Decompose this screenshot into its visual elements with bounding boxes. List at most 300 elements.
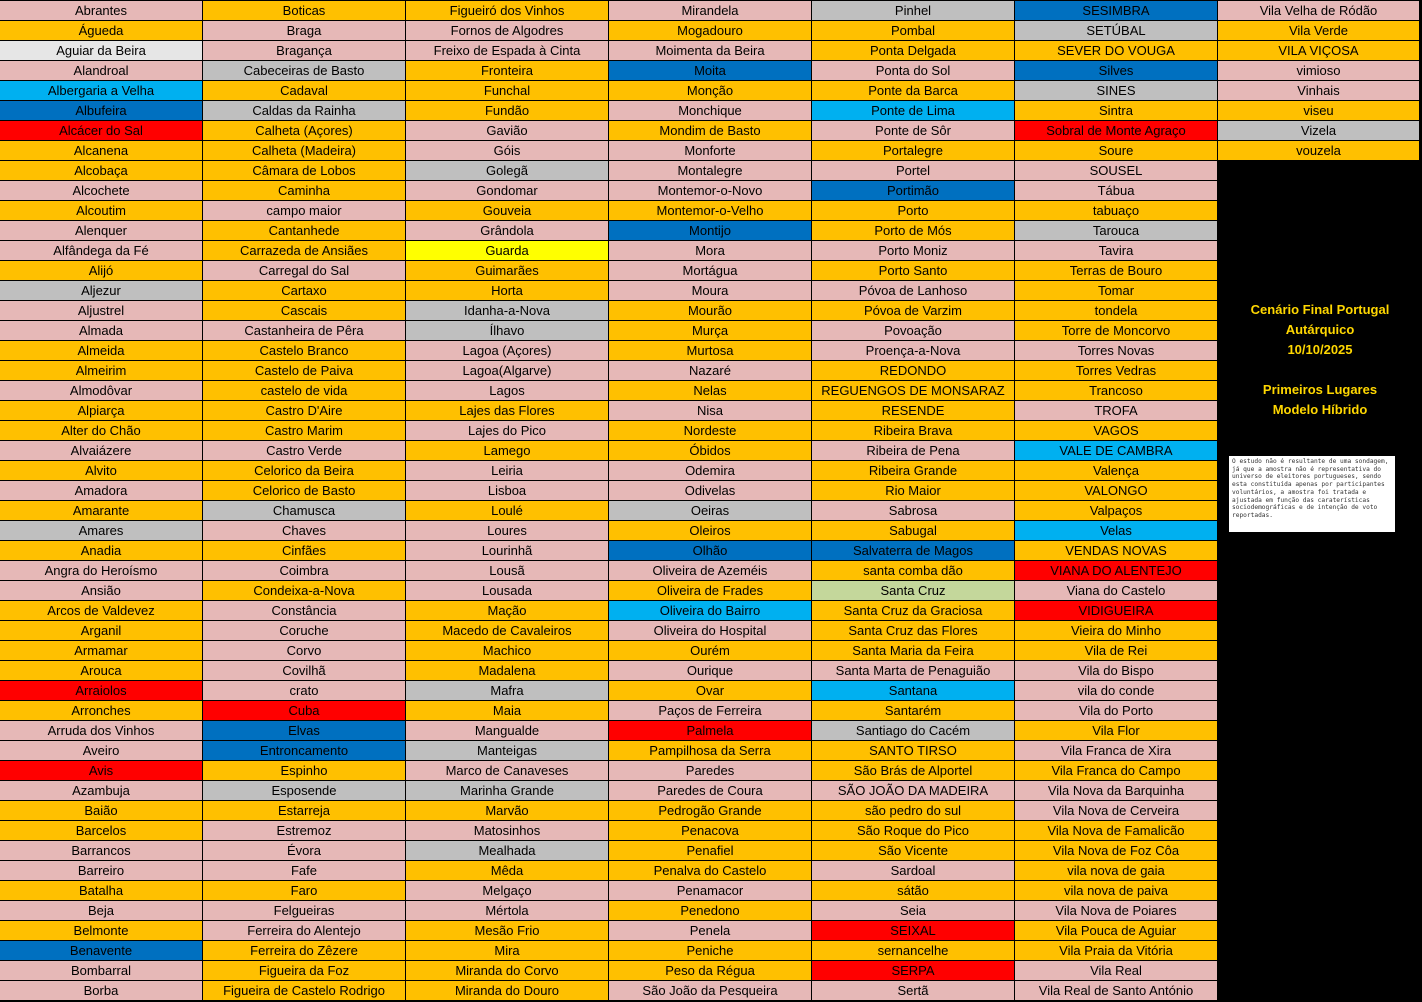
municipality-cell[interactable]: Pedrogão Grande xyxy=(609,801,812,821)
municipality-cell[interactable]: Aljezur xyxy=(0,281,203,301)
municipality-cell[interactable]: Calheta (Madeira) xyxy=(203,141,406,161)
municipality-cell[interactable]: SERPA xyxy=(812,961,1015,981)
municipality-cell[interactable]: Guarda xyxy=(406,241,609,261)
municipality-cell[interactable]: Chaves xyxy=(203,521,406,541)
municipality-cell[interactable]: Celorico da Beira xyxy=(203,461,406,481)
municipality-cell[interactable]: SEIXAL xyxy=(812,921,1015,941)
municipality-cell[interactable]: Santa Cruz xyxy=(812,581,1015,601)
municipality-cell[interactable]: Cartaxo xyxy=(203,281,406,301)
municipality-cell[interactable]: Ponte de Sôr xyxy=(812,121,1015,141)
municipality-cell[interactable]: Torre de Moncorvo xyxy=(1015,321,1218,341)
municipality-cell[interactable]: Vila Franca de Xira xyxy=(1015,741,1218,761)
municipality-cell[interactable]: Ponte da Barca xyxy=(812,81,1015,101)
municipality-cell[interactable]: Guimarães xyxy=(406,261,609,281)
municipality-cell[interactable]: Nisa xyxy=(609,401,812,421)
municipality-cell[interactable]: Vila Pouca de Aguiar xyxy=(1015,921,1218,941)
municipality-cell[interactable]: Santiago do Cacém xyxy=(812,721,1015,741)
municipality-cell[interactable]: Covilhã xyxy=(203,661,406,681)
municipality-cell[interactable]: Moimenta da Beira xyxy=(609,41,812,61)
municipality-cell[interactable]: Santa Marta de Penaguião xyxy=(812,661,1015,681)
municipality-cell[interactable]: Vila Verde xyxy=(1218,21,1420,41)
municipality-cell[interactable]: Angra do Heroísmo xyxy=(0,561,203,581)
municipality-cell[interactable]: Loures xyxy=(406,521,609,541)
municipality-cell[interactable]: Peniche xyxy=(609,941,812,961)
municipality-cell[interactable]: Lousada xyxy=(406,581,609,601)
municipality-cell[interactable]: Penalva do Castelo xyxy=(609,861,812,881)
municipality-cell[interactable]: Montemor-o-Velho xyxy=(609,201,812,221)
municipality-cell[interactable]: Montemor-o-Novo xyxy=(609,181,812,201)
municipality-cell[interactable]: SÃO JOÃO DA MADEIRA xyxy=(812,781,1015,801)
municipality-cell[interactable]: Horta xyxy=(406,281,609,301)
municipality-cell[interactable]: sernancelhe xyxy=(812,941,1015,961)
municipality-cell[interactable]: Vila Nova de Cerveira xyxy=(1015,801,1218,821)
municipality-cell[interactable]: Espinho xyxy=(203,761,406,781)
municipality-cell[interactable]: Oliveira de Frades xyxy=(609,581,812,601)
municipality-cell[interactable]: Leiria xyxy=(406,461,609,481)
municipality-cell[interactable]: Belmonte xyxy=(0,921,203,941)
municipality-cell[interactable]: Vizela xyxy=(1218,121,1420,141)
municipality-cell[interactable]: Alcochete xyxy=(0,181,203,201)
municipality-cell[interactable]: Moita xyxy=(609,61,812,81)
municipality-cell[interactable]: Castro D'Aire xyxy=(203,401,406,421)
municipality-cell[interactable]: Azambuja xyxy=(0,781,203,801)
municipality-cell[interactable]: Freixo de Espada à Cinta xyxy=(406,41,609,61)
municipality-cell[interactable]: Elvas xyxy=(203,721,406,741)
municipality-cell[interactable]: Coimbra xyxy=(203,561,406,581)
municipality-cell[interactable]: Povoação xyxy=(812,321,1015,341)
municipality-cell[interactable]: Nazaré xyxy=(609,361,812,381)
municipality-cell[interactable]: São Vicente xyxy=(812,841,1015,861)
municipality-cell[interactable]: Santa Cruz da Graciosa xyxy=(812,601,1015,621)
municipality-cell[interactable]: Almeirim xyxy=(0,361,203,381)
municipality-cell[interactable]: Lamego xyxy=(406,441,609,461)
municipality-cell[interactable]: Faro xyxy=(203,881,406,901)
municipality-cell[interactable]: Constância xyxy=(203,601,406,621)
municipality-cell[interactable]: Lagos xyxy=(406,381,609,401)
municipality-cell[interactable]: TROFA xyxy=(1015,401,1218,421)
municipality-cell[interactable]: Penela xyxy=(609,921,812,941)
municipality-cell[interactable]: Lagoa (Açores) xyxy=(406,341,609,361)
municipality-cell[interactable]: Grândola xyxy=(406,221,609,241)
municipality-cell[interactable]: Soure xyxy=(1015,141,1218,161)
municipality-cell[interactable]: Bombarral xyxy=(0,961,203,981)
municipality-cell[interactable]: Baião xyxy=(0,801,203,821)
municipality-cell[interactable]: VAGOS xyxy=(1015,421,1218,441)
municipality-cell[interactable]: Cascais xyxy=(203,301,406,321)
municipality-cell[interactable]: Portel xyxy=(812,161,1015,181)
municipality-cell[interactable]: VALE DE CAMBRA xyxy=(1015,441,1218,461)
municipality-cell[interactable]: Sabugal xyxy=(812,521,1015,541)
municipality-cell[interactable]: SETÚBAL xyxy=(1015,21,1218,41)
municipality-cell[interactable]: Mafra xyxy=(406,681,609,701)
municipality-cell[interactable]: Lousã xyxy=(406,561,609,581)
municipality-cell[interactable]: Cinfães xyxy=(203,541,406,561)
municipality-cell[interactable]: Castro Verde xyxy=(203,441,406,461)
municipality-cell[interactable]: São Roque do Pico xyxy=(812,821,1015,841)
municipality-cell[interactable]: SESIMBRA xyxy=(1015,1,1218,21)
municipality-cell[interactable]: Vila Franca do Campo xyxy=(1015,761,1218,781)
municipality-cell[interactable]: Vila do Bispo xyxy=(1015,661,1218,681)
municipality-cell[interactable]: Castelo de Paiva xyxy=(203,361,406,381)
municipality-cell[interactable]: Olhão xyxy=(609,541,812,561)
municipality-cell[interactable]: Tomar xyxy=(1015,281,1218,301)
municipality-cell[interactable]: Ferreira do Alentejo xyxy=(203,921,406,941)
municipality-cell[interactable]: Melgaço xyxy=(406,881,609,901)
municipality-cell[interactable]: Arouca xyxy=(0,661,203,681)
municipality-cell[interactable]: Corvo xyxy=(203,641,406,661)
municipality-cell[interactable]: Vila Praia da Vitória xyxy=(1015,941,1218,961)
municipality-cell[interactable]: Arraiolos xyxy=(0,681,203,701)
municipality-cell[interactable]: Madalena xyxy=(406,661,609,681)
municipality-cell[interactable]: Carregal do Sal xyxy=(203,261,406,281)
municipality-cell[interactable]: Estremoz xyxy=(203,821,406,841)
municipality-cell[interactable]: Cabeceiras de Basto xyxy=(203,61,406,81)
municipality-cell[interactable]: Marinha Grande xyxy=(406,781,609,801)
municipality-cell[interactable]: Trancoso xyxy=(1015,381,1218,401)
municipality-cell[interactable]: Alpiarça xyxy=(0,401,203,421)
municipality-cell[interactable]: Alcanena xyxy=(0,141,203,161)
municipality-cell[interactable]: Mangualde xyxy=(406,721,609,741)
municipality-cell[interactable]: Oliveira de Azeméis xyxy=(609,561,812,581)
municipality-cell[interactable]: Alcácer do Sal xyxy=(0,121,203,141)
municipality-cell[interactable]: Amadora xyxy=(0,481,203,501)
municipality-cell[interactable]: Barreiro xyxy=(0,861,203,881)
municipality-cell[interactable]: Alvaiázere xyxy=(0,441,203,461)
municipality-cell[interactable]: vimioso xyxy=(1218,61,1420,81)
municipality-cell[interactable]: Manteigas xyxy=(406,741,609,761)
municipality-cell[interactable]: castelo de vida xyxy=(203,381,406,401)
municipality-cell[interactable]: Vila Velha de Ródão xyxy=(1218,1,1420,21)
municipality-cell[interactable]: Ourém xyxy=(609,641,812,661)
municipality-cell[interactable]: Santa Maria da Feira xyxy=(812,641,1015,661)
municipality-cell[interactable]: Mogadouro xyxy=(609,21,812,41)
municipality-cell[interactable]: Ourique xyxy=(609,661,812,681)
municipality-cell[interactable]: Penedono xyxy=(609,901,812,921)
municipality-cell[interactable]: Valença xyxy=(1015,461,1218,481)
municipality-cell[interactable]: crato xyxy=(203,681,406,701)
municipality-cell[interactable]: Porto Santo xyxy=(812,261,1015,281)
municipality-cell[interactable]: Salvaterra de Magos xyxy=(812,541,1015,561)
municipality-cell[interactable]: tondela xyxy=(1015,301,1218,321)
municipality-cell[interactable]: Funchal xyxy=(406,81,609,101)
municipality-cell[interactable]: Gondomar xyxy=(406,181,609,201)
municipality-cell[interactable]: Vieira do Minho xyxy=(1015,621,1218,641)
municipality-cell[interactable]: Sintra xyxy=(1015,101,1218,121)
municipality-cell[interactable]: Vinhais xyxy=(1218,81,1420,101)
municipality-cell[interactable]: Entroncamento xyxy=(203,741,406,761)
municipality-cell[interactable]: Vila Real xyxy=(1015,961,1218,981)
municipality-cell[interactable]: Cantanhede xyxy=(203,221,406,241)
municipality-cell[interactable]: Arganil xyxy=(0,621,203,641)
municipality-cell[interactable]: REDONDO xyxy=(812,361,1015,381)
municipality-cell[interactable]: Marvão xyxy=(406,801,609,821)
municipality-cell[interactable]: Caldas da Rainha xyxy=(203,101,406,121)
municipality-cell[interactable]: Alcoutim xyxy=(0,201,203,221)
municipality-cell[interactable]: Mortágua xyxy=(609,261,812,281)
municipality-cell[interactable]: Fundão xyxy=(406,101,609,121)
municipality-cell[interactable]: Carrazeda de Ansiães xyxy=(203,241,406,261)
municipality-cell[interactable]: SEVER DO VOUGA xyxy=(1015,41,1218,61)
municipality-cell[interactable]: vouzela xyxy=(1218,141,1420,161)
municipality-cell[interactable]: Ovar xyxy=(609,681,812,701)
municipality-cell[interactable]: Calheta (Açores) xyxy=(203,121,406,141)
municipality-cell[interactable]: VIDIGUEIRA xyxy=(1015,601,1218,621)
municipality-cell[interactable]: Viana do Castelo xyxy=(1015,581,1218,601)
municipality-cell[interactable]: SANTO TIRSO xyxy=(812,741,1015,761)
municipality-cell[interactable]: Ferreira do Zêzere xyxy=(203,941,406,961)
municipality-cell[interactable]: VALONGO xyxy=(1015,481,1218,501)
municipality-cell[interactable]: Castro Marim xyxy=(203,421,406,441)
municipality-cell[interactable]: Arcos de Valdevez xyxy=(0,601,203,621)
municipality-cell[interactable]: Benavente xyxy=(0,941,203,961)
municipality-cell[interactable]: Penacova xyxy=(609,821,812,841)
municipality-cell[interactable]: Santana xyxy=(812,681,1015,701)
municipality-cell[interactable]: Mértola xyxy=(406,901,609,921)
municipality-cell[interactable]: Figueiró dos Vinhos xyxy=(406,1,609,21)
municipality-cell[interactable]: Alfândega da Fé xyxy=(0,241,203,261)
municipality-cell[interactable]: Vila Nova de Poiares xyxy=(1015,901,1218,921)
municipality-cell[interactable]: Proença-a-Nova xyxy=(812,341,1015,361)
municipality-cell[interactable]: Barrancos xyxy=(0,841,203,861)
municipality-cell[interactable]: são pedro do sul xyxy=(812,801,1015,821)
municipality-cell[interactable]: Figueira de Castelo Rodrigo xyxy=(203,981,406,1001)
municipality-cell[interactable]: Sabrosa xyxy=(812,501,1015,521)
municipality-cell[interactable]: Óbidos xyxy=(609,441,812,461)
municipality-cell[interactable]: Póvoa de Lanhoso xyxy=(812,281,1015,301)
municipality-cell[interactable]: Barcelos xyxy=(0,821,203,841)
municipality-cell[interactable]: Murça xyxy=(609,321,812,341)
municipality-cell[interactable]: Sobral de Monte Agraço xyxy=(1015,121,1218,141)
municipality-cell[interactable]: Fafe xyxy=(203,861,406,881)
municipality-cell[interactable]: Macedo de Cavaleiros xyxy=(406,621,609,641)
municipality-cell[interactable]: Lagoa(Algarve) xyxy=(406,361,609,381)
municipality-cell[interactable]: Vila Real de Santo António xyxy=(1015,981,1218,1001)
municipality-cell[interactable]: Oliveira do Hospital xyxy=(609,621,812,641)
municipality-cell[interactable]: Esposende xyxy=(203,781,406,801)
municipality-cell[interactable]: Rio Maior xyxy=(812,481,1015,501)
municipality-cell[interactable]: Sardoal xyxy=(812,861,1015,881)
municipality-cell[interactable]: Oeiras xyxy=(609,501,812,521)
municipality-cell[interactable]: Arronches xyxy=(0,701,203,721)
municipality-cell[interactable]: Pampilhosa da Serra xyxy=(609,741,812,761)
municipality-cell[interactable]: Gavião xyxy=(406,121,609,141)
municipality-cell[interactable]: Mealhada xyxy=(406,841,609,861)
municipality-cell[interactable]: Paços de Ferreira xyxy=(609,701,812,721)
municipality-cell[interactable]: Sertã xyxy=(812,981,1015,1001)
municipality-cell[interactable]: Anadia xyxy=(0,541,203,561)
municipality-cell[interactable]: Batalha xyxy=(0,881,203,901)
municipality-cell[interactable]: Gouveia xyxy=(406,201,609,221)
municipality-cell[interactable]: Loulé xyxy=(406,501,609,521)
municipality-cell[interactable]: Estarreja xyxy=(203,801,406,821)
municipality-cell[interactable]: VENDAS NOVAS xyxy=(1015,541,1218,561)
municipality-cell[interactable]: Monção xyxy=(609,81,812,101)
municipality-cell[interactable]: VIANA DO ALENTEJO xyxy=(1015,561,1218,581)
municipality-cell[interactable]: Almodôvar xyxy=(0,381,203,401)
municipality-cell[interactable]: Figueira da Foz xyxy=(203,961,406,981)
municipality-cell[interactable]: Torres Novas xyxy=(1015,341,1218,361)
municipality-cell[interactable]: Fornos de Algodres xyxy=(406,21,609,41)
municipality-cell[interactable]: Mesão Frio xyxy=(406,921,609,941)
municipality-cell[interactable]: Almada xyxy=(0,321,203,341)
municipality-cell[interactable]: Portimão xyxy=(812,181,1015,201)
municipality-cell[interactable]: Nelas xyxy=(609,381,812,401)
municipality-cell[interactable]: Murtosa xyxy=(609,341,812,361)
municipality-cell[interactable]: Góis xyxy=(406,141,609,161)
municipality-cell[interactable]: Vila Nova da Barquinha xyxy=(1015,781,1218,801)
municipality-cell[interactable]: Ponta do Sol xyxy=(812,61,1015,81)
municipality-cell[interactable]: Santa Cruz das Flores xyxy=(812,621,1015,641)
municipality-cell[interactable]: Bragança xyxy=(203,41,406,61)
municipality-cell[interactable]: Matosinhos xyxy=(406,821,609,841)
municipality-cell[interactable]: Arruda dos Vinhos xyxy=(0,721,203,741)
municipality-cell[interactable]: campo maior xyxy=(203,201,406,221)
municipality-cell[interactable]: vila do conde xyxy=(1015,681,1218,701)
municipality-cell[interactable]: Aguiar da Beira xyxy=(0,41,203,61)
municipality-cell[interactable]: Penafiel xyxy=(609,841,812,861)
municipality-cell[interactable]: Montijo xyxy=(609,221,812,241)
municipality-cell[interactable]: VILA VIÇOSA xyxy=(1218,41,1420,61)
municipality-cell[interactable]: Oliveira do Bairro xyxy=(609,601,812,621)
municipality-cell[interactable]: Mira xyxy=(406,941,609,961)
municipality-cell[interactable]: Vila do Porto xyxy=(1015,701,1218,721)
municipality-cell[interactable]: Santarém xyxy=(812,701,1015,721)
municipality-cell[interactable]: Vila Nova de Foz Côa xyxy=(1015,841,1218,861)
municipality-cell[interactable]: Lisboa xyxy=(406,481,609,501)
municipality-cell[interactable]: Mondim de Basto xyxy=(609,121,812,141)
municipality-cell[interactable]: Alvito xyxy=(0,461,203,481)
municipality-cell[interactable]: Miranda do Douro xyxy=(406,981,609,1001)
municipality-cell[interactable]: Mirandela xyxy=(609,1,812,21)
municipality-cell[interactable]: Alcobaça xyxy=(0,161,203,181)
municipality-cell[interactable]: Lajes do Pico xyxy=(406,421,609,441)
municipality-cell[interactable]: Câmara de Lobos xyxy=(203,161,406,181)
municipality-cell[interactable]: Porto Moniz xyxy=(812,241,1015,261)
municipality-cell[interactable]: RESENDE xyxy=(812,401,1015,421)
municipality-cell[interactable]: Pinhel xyxy=(812,1,1015,21)
municipality-cell[interactable]: Castanheira de Pêra xyxy=(203,321,406,341)
municipality-cell[interactable]: Vila Flor xyxy=(1015,721,1218,741)
municipality-cell[interactable]: Pombal xyxy=(812,21,1015,41)
municipality-cell[interactable]: Avis xyxy=(0,761,203,781)
municipality-cell[interactable]: Monchique xyxy=(609,101,812,121)
municipality-cell[interactable]: Almeida xyxy=(0,341,203,361)
municipality-cell[interactable]: Abrantes xyxy=(0,1,203,21)
municipality-cell[interactable]: Paredes xyxy=(609,761,812,781)
municipality-cell[interactable]: Alijó xyxy=(0,261,203,281)
municipality-cell[interactable]: Chamusca xyxy=(203,501,406,521)
municipality-cell[interactable]: Tarouca xyxy=(1015,221,1218,241)
municipality-cell[interactable]: Ribeira Brava xyxy=(812,421,1015,441)
municipality-cell[interactable]: Aveiro xyxy=(0,741,203,761)
municipality-cell[interactable]: Alenquer xyxy=(0,221,203,241)
municipality-cell[interactable]: Torres Vedras xyxy=(1015,361,1218,381)
municipality-cell[interactable]: Alter do Chão xyxy=(0,421,203,441)
municipality-cell[interactable]: Monforte xyxy=(609,141,812,161)
municipality-cell[interactable]: viseu xyxy=(1218,101,1420,121)
municipality-cell[interactable]: Condeixa-a-Nova xyxy=(203,581,406,601)
municipality-cell[interactable]: Montalegre xyxy=(609,161,812,181)
municipality-cell[interactable]: Felgueiras xyxy=(203,901,406,921)
municipality-cell[interactable]: Peso da Régua xyxy=(609,961,812,981)
municipality-cell[interactable]: Idanha-a-Nova xyxy=(406,301,609,321)
municipality-cell[interactable]: Braga xyxy=(203,21,406,41)
municipality-cell[interactable]: Castelo Branco xyxy=(203,341,406,361)
municipality-cell[interactable]: Porto xyxy=(812,201,1015,221)
municipality-cell[interactable]: Mação xyxy=(406,601,609,621)
municipality-cell[interactable]: Oleiros xyxy=(609,521,812,541)
municipality-cell[interactable]: Nordeste xyxy=(609,421,812,441)
municipality-cell[interactable]: Portalegre xyxy=(812,141,1015,161)
municipality-cell[interactable]: tabuaço xyxy=(1015,201,1218,221)
municipality-cell[interactable]: Odemira xyxy=(609,461,812,481)
municipality-cell[interactable]: Maia xyxy=(406,701,609,721)
municipality-cell[interactable]: Mora xyxy=(609,241,812,261)
municipality-cell[interactable]: Tábua xyxy=(1015,181,1218,201)
municipality-cell[interactable]: Velas xyxy=(1015,521,1218,541)
municipality-cell[interactable]: Terras de Bouro xyxy=(1015,261,1218,281)
municipality-cell[interactable]: Paredes de Coura xyxy=(609,781,812,801)
municipality-cell[interactable]: Seia xyxy=(812,901,1015,921)
municipality-cell[interactable]: Cadaval xyxy=(203,81,406,101)
municipality-cell[interactable]: Alandroal xyxy=(0,61,203,81)
municipality-cell[interactable]: Beja xyxy=(0,901,203,921)
municipality-cell[interactable]: Vila de Rei xyxy=(1015,641,1218,661)
municipality-cell[interactable]: Mêda xyxy=(406,861,609,881)
municipality-cell[interactable]: Albergaria a Velha xyxy=(0,81,203,101)
municipality-cell[interactable]: Golegã xyxy=(406,161,609,181)
municipality-cell[interactable]: Coruche xyxy=(203,621,406,641)
municipality-cell[interactable]: Borba xyxy=(0,981,203,1001)
municipality-cell[interactable]: Boticas xyxy=(203,1,406,21)
municipality-cell[interactable]: São João da Pesqueira xyxy=(609,981,812,1001)
municipality-cell[interactable]: Vila Nova de Famalicão xyxy=(1015,821,1218,841)
municipality-cell[interactable]: Miranda do Corvo xyxy=(406,961,609,981)
municipality-cell[interactable]: Odivelas xyxy=(609,481,812,501)
municipality-cell[interactable]: Silves xyxy=(1015,61,1218,81)
municipality-cell[interactable]: Marco de Canaveses xyxy=(406,761,609,781)
municipality-cell[interactable]: SOUSEL xyxy=(1015,161,1218,181)
municipality-cell[interactable]: Caminha xyxy=(203,181,406,201)
municipality-cell[interactable]: Póvoa de Varzim xyxy=(812,301,1015,321)
municipality-cell[interactable]: Tavira xyxy=(1015,241,1218,261)
municipality-cell[interactable]: vila nova de paiva xyxy=(1015,881,1218,901)
municipality-cell[interactable]: Amares xyxy=(0,521,203,541)
municipality-cell[interactable]: Mourão xyxy=(609,301,812,321)
municipality-cell[interactable]: REGUENGOS DE MONSARAZ xyxy=(812,381,1015,401)
municipality-cell[interactable]: Celorico de Basto xyxy=(203,481,406,501)
municipality-cell[interactable]: Armamar xyxy=(0,641,203,661)
municipality-cell[interactable]: vila nova de gaia xyxy=(1015,861,1218,881)
municipality-cell[interactable]: Porto de Mós xyxy=(812,221,1015,241)
municipality-cell[interactable]: Valpaços xyxy=(1015,501,1218,521)
municipality-cell[interactable]: Lourinhã xyxy=(406,541,609,561)
municipality-cell[interactable]: Lajes das Flores xyxy=(406,401,609,421)
municipality-cell[interactable]: sátão xyxy=(812,881,1015,901)
municipality-cell[interactable]: Ponta Delgada xyxy=(812,41,1015,61)
municipality-cell[interactable]: Ponte de Lima xyxy=(812,101,1015,121)
municipality-cell[interactable]: Aljustrel xyxy=(0,301,203,321)
municipality-cell[interactable]: Amarante xyxy=(0,501,203,521)
municipality-cell[interactable]: Évora xyxy=(203,841,406,861)
municipality-cell[interactable]: Ribeira Grande xyxy=(812,461,1015,481)
municipality-cell[interactable]: santa comba dão xyxy=(812,561,1015,581)
municipality-cell[interactable]: Águeda xyxy=(0,21,203,41)
municipality-cell[interactable]: Albufeira xyxy=(0,101,203,121)
municipality-cell[interactable]: Palmela xyxy=(609,721,812,741)
municipality-cell[interactable]: Penamacor xyxy=(609,881,812,901)
municipality-cell[interactable]: SINES xyxy=(1015,81,1218,101)
